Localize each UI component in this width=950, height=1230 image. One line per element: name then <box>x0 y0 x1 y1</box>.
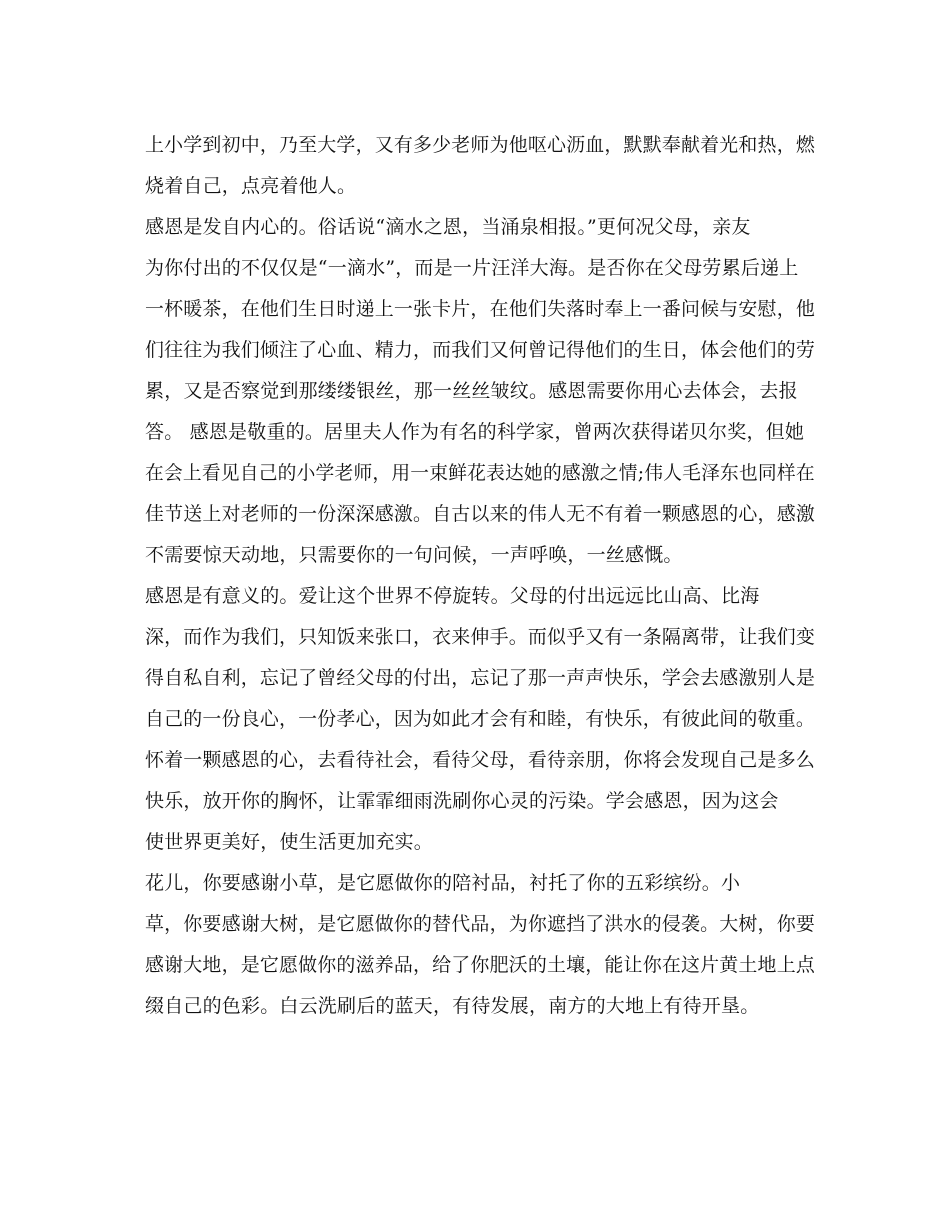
text-line: 不需要惊天动地，只需要你的一句问候，一声呼唤，一丝感慨。 <box>145 544 683 566</box>
text-line: 感谢大地，是它愿做你的滋养品，给了你肥沃的土壤，能让你在这片黄土地上点 <box>145 954 815 976</box>
text-line: 为你付出的不仅仅是“一滴水”，而是一片汪洋大海。是否你在父母劳累后递上 <box>145 257 799 279</box>
text-line: 答。 感恩是敬重的。居里夫人作为有名的科学家，曾两次获得诺贝尔奖，但她 <box>145 421 805 443</box>
text-line: 草，你要感谢大树，是它愿做你的替代品，为你遮挡了洪水的侵袭。大树，你要 <box>145 913 815 935</box>
text-line: 自己的一份良心，一份孝心，因为如此才会有和睦，有快乐，有彼此间的敬重。 <box>145 708 815 730</box>
text-line: 佳节送上对老师的一份深深感激。自古以来的伟人无不有着一颗感恩的心，感激 <box>145 503 815 525</box>
text-line: 使世界更美好，使生活更加充实。 <box>145 831 434 853</box>
essay-body <box>145 131 815 1033</box>
text-line: 深，而作为我们，只知饭来张口，衣来伸手。而似乎又有一条隔离带，让我们变 <box>145 626 815 648</box>
text-line: 在会上看见自己的小学老师，用一束鲜花表达她的感激之情;伟人毛泽东也同样在 <box>145 462 815 484</box>
text-line: 烧着自己，点亮着他人。 <box>145 175 357 197</box>
text-line: 得自私自利，忘记了曾经父母的付出，忘记了那一声声快乐，学会去感激别人是 <box>145 667 815 689</box>
text-line: 们往往为我们倾注了心血、精力，而我们又何曾记得他们的生日，体会他们的劳 <box>145 339 815 361</box>
text-line: 缀自己的色彩。白云洗刷后的蓝天，有待发展，南方的大地上有待开垦。 <box>145 995 760 1017</box>
text-line: 花儿，你要感谢小草，是它愿做你的陪衬品，衬托了你的五彩缤纷。小 <box>145 872 741 894</box>
text-line: 上小学到初中，乃至大学，又有多少老师为他呕心沥血，默默奉献着光和热，燃 <box>145 134 815 156</box>
text-line: 感恩是发自内心的。俗话说“滴水之恩，当涌泉相报。”更何况父母，亲友 <box>145 216 751 238</box>
text-line: 累，又是否察觉到那缕缕银丝，那一丝丝皱纹。感恩需要你用心去体会，去报 <box>145 380 798 402</box>
text-line: 怀着一颗感恩的心，去看待社会，看待父母，看待亲朋，你将会发现自己是多么 <box>145 749 815 771</box>
text-line: 一杯暖茶，在他们生日时递上一张卡片，在他们失落时奉上一番问候与安慰，他 <box>145 298 815 320</box>
text-line: 感恩是有意义的。爱让这个世界不停旋转。父母的付出远远比山高、比海 <box>145 585 760 607</box>
text-line: 快乐，放开你的胸怀，让霏霏细雨洗刷你心灵的污染。学会感恩，因为这会 <box>145 790 779 812</box>
